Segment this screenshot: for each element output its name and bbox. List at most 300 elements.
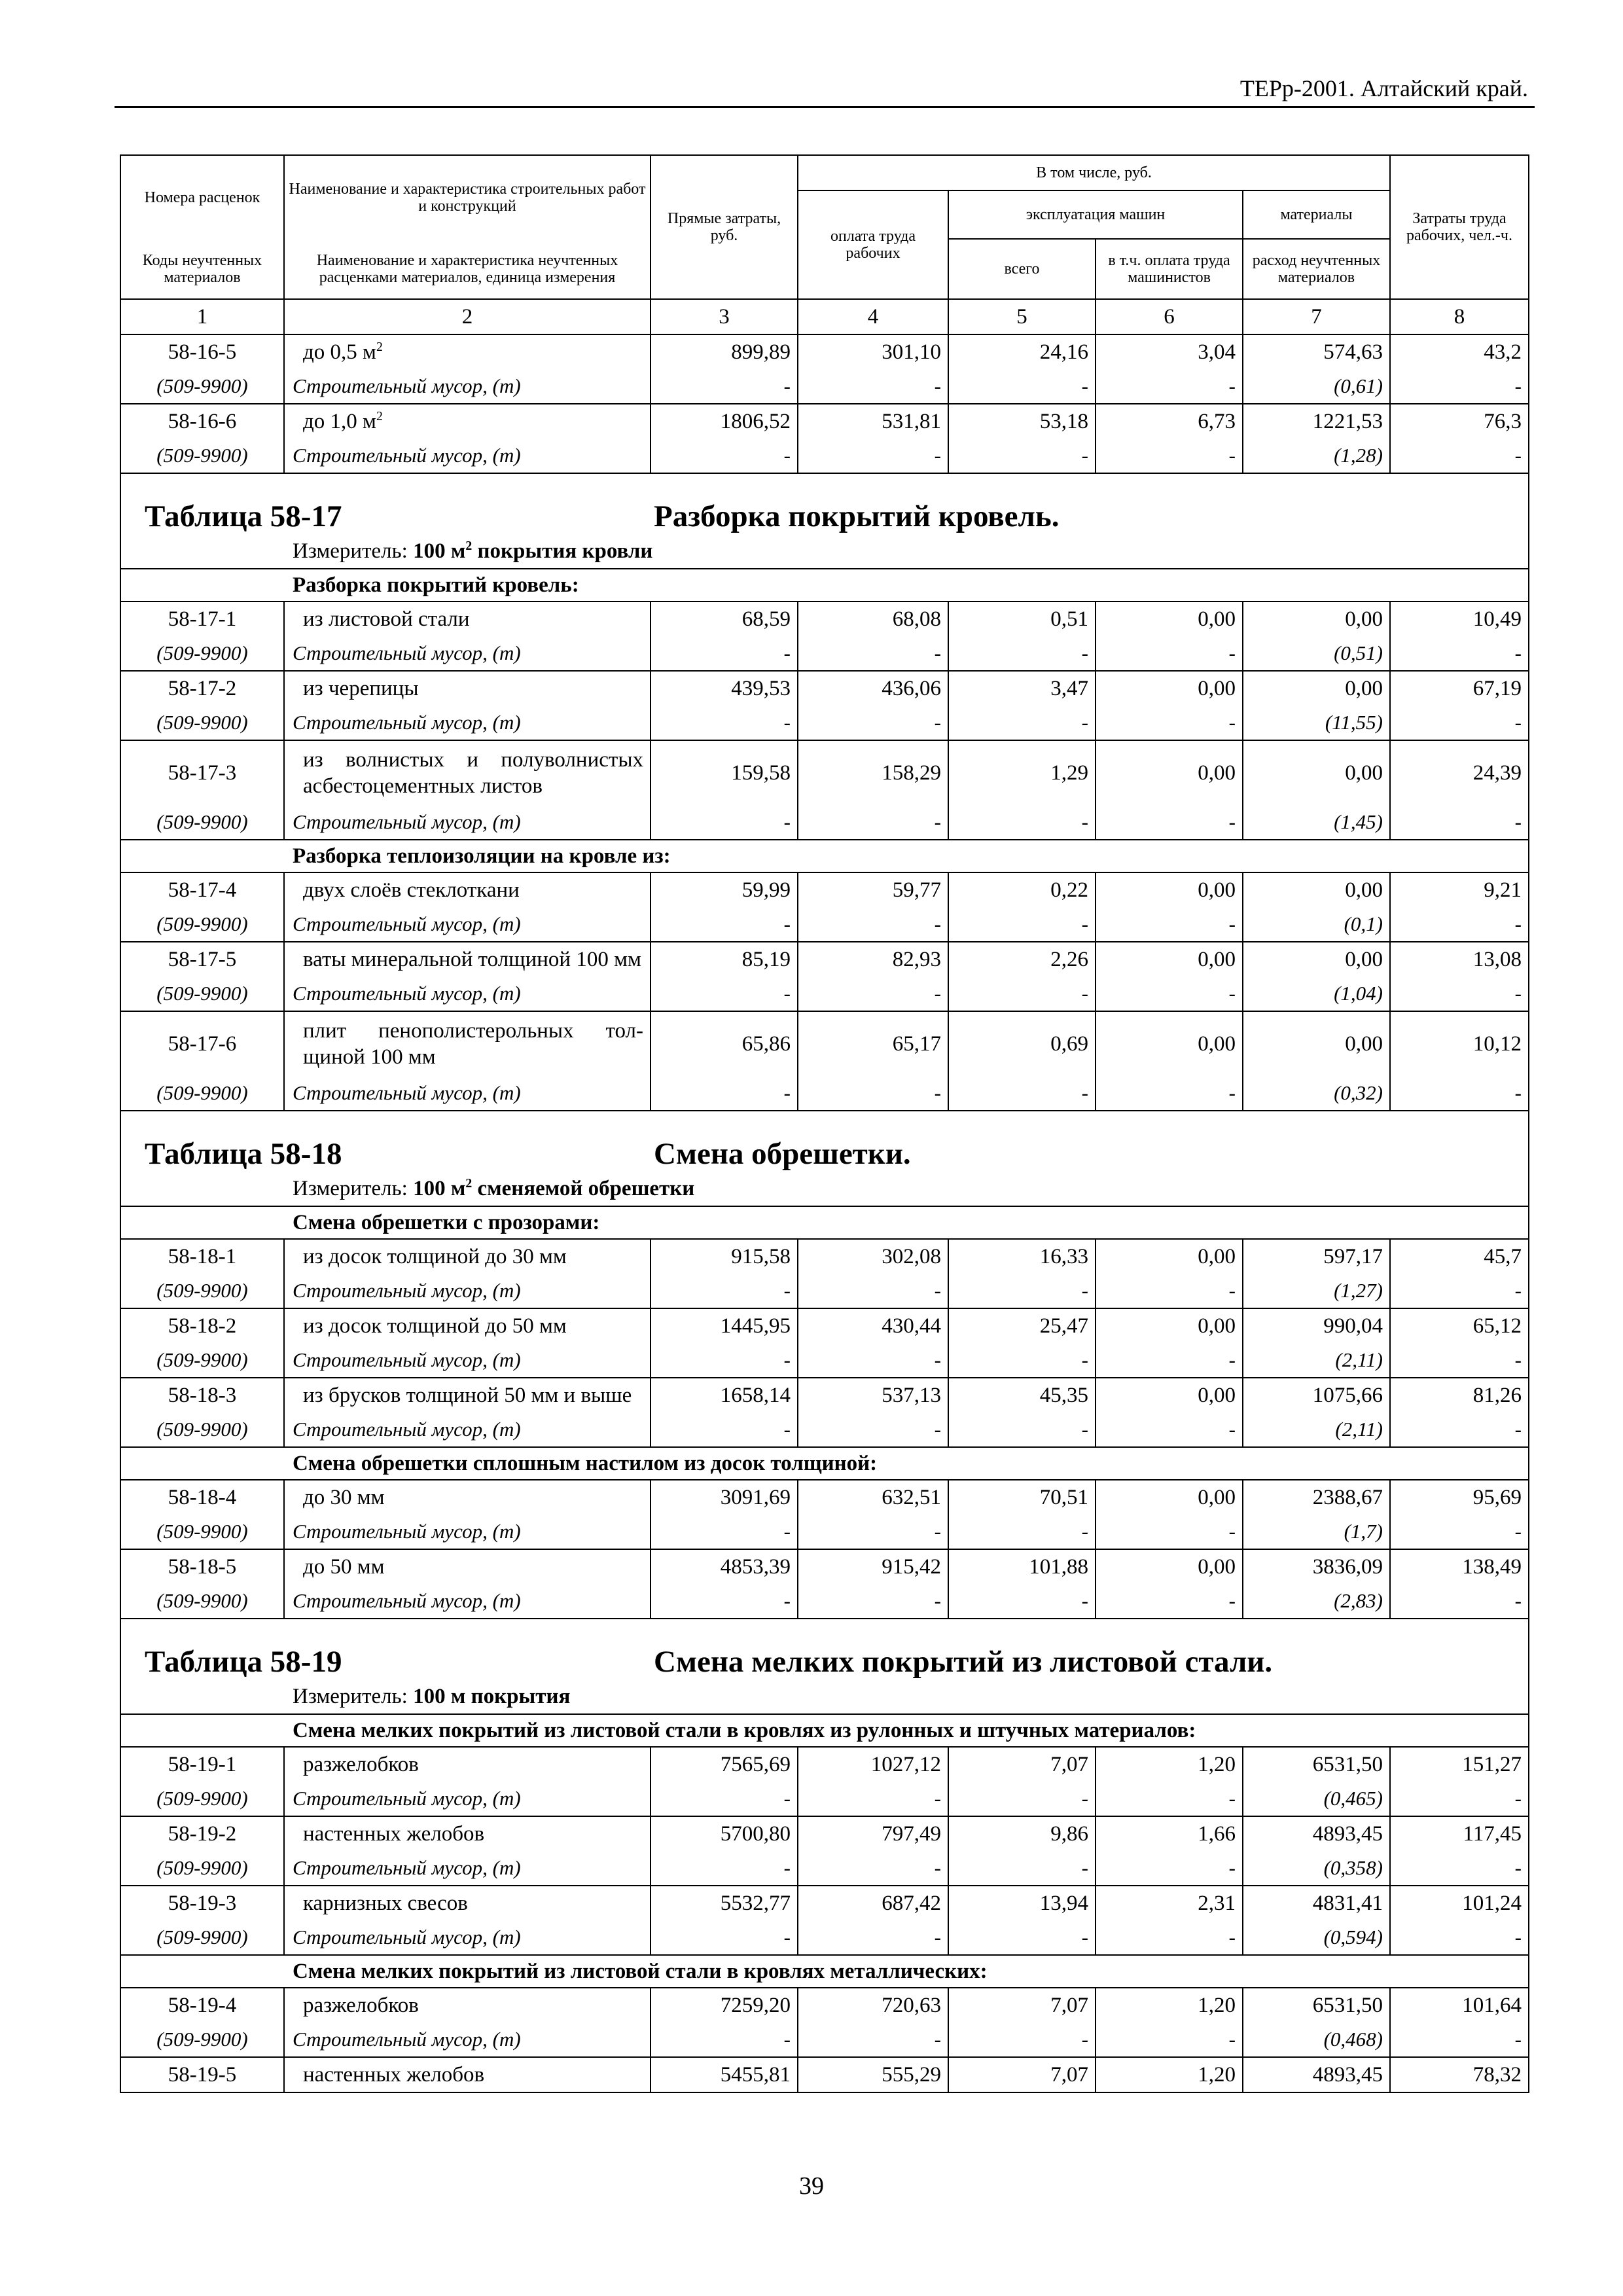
value-cell: 1445,95 <box>651 1308 798 1343</box>
value-cell: 687,42 <box>798 1886 948 1920</box>
value-cell: 81,26 <box>1390 1378 1529 1412</box>
value-cell: 5532,77 <box>651 1886 798 1920</box>
dash-cell: - <box>1390 1782 1529 1816</box>
dash-cell: - <box>1096 1076 1243 1111</box>
material-code: (509-9900) <box>120 1851 284 1886</box>
material-name: Строительный мусор, (т) <box>284 1274 651 1308</box>
table-row <box>120 334 1529 369</box>
work-name <box>284 1816 651 1851</box>
dash-cell: - <box>798 1076 948 1111</box>
table-number: Таблица 58-19 <box>145 1645 342 1679</box>
value-cell: 65,86 <box>651 1011 798 1076</box>
dash-cell: - <box>651 1343 798 1378</box>
work-name <box>284 601 651 636</box>
material-usage: (0,61) <box>1243 369 1390 404</box>
value-cell: 597,17 <box>1243 1239 1390 1274</box>
value-cell: 65,17 <box>798 1011 948 1076</box>
dash-cell: - <box>948 1851 1096 1886</box>
work-name-text: разжелобков <box>303 1993 419 2017</box>
th-work-name: Наименование и характеристика строительных работ и конструкций <box>284 155 651 239</box>
rate-code: 58-16-5 <box>120 334 284 369</box>
value-cell: 797,49 <box>798 1816 948 1851</box>
dash-cell: - <box>1390 1412 1529 1447</box>
dash-cell: - <box>1390 706 1529 740</box>
table-body <box>120 334 1529 2092</box>
dash-cell: - <box>798 1515 948 1549</box>
table-title-cell <box>120 1639 1529 1679</box>
rate-code: 58-18-3 <box>120 1378 284 1412</box>
rate-code: 58-17-2 <box>120 671 284 706</box>
material-code: (509-9900) <box>120 636 284 671</box>
dash-cell: - <box>651 1851 798 1886</box>
dash-cell: - <box>948 1076 1096 1111</box>
measure-exponent: 2 <box>465 539 473 553</box>
dash-cell: - <box>651 1920 798 1955</box>
material-row <box>120 636 1529 671</box>
section-heading: Смена обрешетки сплошным настилом из досок толщиной: <box>120 1447 1529 1480</box>
dash-cell: - <box>1390 1584 1529 1619</box>
value-cell: 25,47 <box>948 1308 1096 1343</box>
value-cell: 4893,45 <box>1243 2057 1390 2092</box>
dash-cell: - <box>948 369 1096 404</box>
material-row <box>120 1412 1529 1447</box>
material-name: Строительный мусор, (т) <box>284 1851 651 1886</box>
column-number: 4 <box>798 299 948 334</box>
work-name <box>284 1549 651 1584</box>
value-cell: 2,26 <box>948 942 1096 977</box>
value-cell: 159,58 <box>651 740 798 805</box>
value-cell: 43,2 <box>1390 334 1529 369</box>
value-cell: 0,51 <box>948 601 1096 636</box>
work-name <box>284 1480 651 1515</box>
section-heading: Смена обрешетки с прозорами: <box>120 1206 1529 1239</box>
running-title: ТЕРр-2001. Алтайский край. <box>1240 75 1528 101</box>
value-cell: 1221,53 <box>1243 404 1390 439</box>
table-row <box>120 1816 1529 1851</box>
table-row <box>120 1480 1529 1515</box>
material-code: (509-9900) <box>120 1343 284 1378</box>
material-name: Строительный мусор, (т) <box>284 2022 651 2057</box>
dash-cell: - <box>1096 1412 1243 1447</box>
material-code: (509-9900) <box>120 1274 284 1308</box>
material-code: (509-9900) <box>120 439 284 473</box>
table-row <box>120 1886 1529 1920</box>
dash-cell: - <box>948 439 1096 473</box>
value-cell: 1658,14 <box>651 1378 798 1412</box>
table-number: Таблица 58-18 <box>145 1137 342 1171</box>
rate-code: 58-17-5 <box>120 942 284 977</box>
table-gap <box>120 1111 1529 1131</box>
value-cell: 117,45 <box>1390 1816 1529 1851</box>
table-title: Смена мелких покрытий из листовой стали. <box>654 1645 1273 1679</box>
value-cell: 0,22 <box>948 872 1096 907</box>
rate-code: 58-18-1 <box>120 1239 284 1274</box>
running-header <box>115 73 1535 108</box>
value-cell: 0,00 <box>1096 1378 1243 1412</box>
dash-cell: - <box>651 1076 798 1111</box>
value-cell: 67,19 <box>1390 671 1529 706</box>
work-name <box>284 942 651 977</box>
value-cell: 9,21 <box>1390 872 1529 907</box>
value-cell: 632,51 <box>798 1480 948 1515</box>
table-gap <box>120 473 1529 493</box>
value-cell: 16,33 <box>948 1239 1096 1274</box>
work-name-text: двух слоёв стеклоткани <box>303 878 520 902</box>
material-usage: (11,55) <box>1243 706 1390 740</box>
work-name-text: из досок толщиной до 30 мм <box>303 1244 567 1268</box>
dash-cell: - <box>1390 1851 1529 1886</box>
dash-cell: - <box>651 907 798 942</box>
material-usage: (1,04) <box>1243 977 1390 1011</box>
value-cell: 3091,69 <box>651 1480 798 1515</box>
value-cell: 1,20 <box>1096 1988 1243 2022</box>
material-code: (509-9900) <box>120 1412 284 1447</box>
material-name: Строительный мусор, (т) <box>284 1343 651 1378</box>
material-row <box>120 1343 1529 1378</box>
value-cell: 531,81 <box>798 404 948 439</box>
table-row <box>120 872 1529 907</box>
dash-cell: - <box>948 907 1096 942</box>
value-cell: 537,13 <box>798 1378 948 1412</box>
dash-cell: - <box>1096 1584 1243 1619</box>
work-name <box>284 671 651 706</box>
dash-cell: - <box>798 706 948 740</box>
material-name: Строительный мусор, (т) <box>284 805 651 840</box>
value-cell: 574,63 <box>1243 334 1390 369</box>
dash-cell: - <box>798 439 948 473</box>
value-cell: 3,04 <box>1096 334 1243 369</box>
work-name <box>284 1011 651 1076</box>
dash-cell: - <box>798 1584 948 1619</box>
material-name: Строительный мусор, (т) <box>284 1584 651 1619</box>
table-title: Разборка покрытий кровель. <box>654 499 1060 533</box>
table-head <box>120 155 1529 334</box>
th-rate-numbers: Номера расценок <box>120 155 284 239</box>
work-name <box>284 872 651 907</box>
value-cell: 24,16 <box>948 334 1096 369</box>
material-name: Строительный мусор, (т) <box>284 706 651 740</box>
dash-cell: - <box>1096 1851 1243 1886</box>
material-row <box>120 1274 1529 1308</box>
material-code: (509-9900) <box>120 977 284 1011</box>
rate-code: 58-18-2 <box>120 1308 284 1343</box>
dash-cell: - <box>1096 1920 1243 1955</box>
work-name-text: ваты минеральной толщиной 100 мм <box>303 947 641 971</box>
th-direct-costs: Прямые затраты, руб. <box>651 155 798 299</box>
table-gap <box>120 1619 1529 1639</box>
material-row <box>120 1584 1529 1619</box>
value-cell: 68,08 <box>798 601 948 636</box>
measure-tail: покрытия кровли <box>472 539 653 563</box>
dash-cell: - <box>948 1343 1096 1378</box>
th-material-names: Наименование и характеристика неучтенных расценками материалов, единица измерения <box>284 239 651 299</box>
work-name <box>284 1239 651 1274</box>
value-cell: 101,64 <box>1390 1988 1529 2022</box>
material-code: (509-9900) <box>120 1584 284 1619</box>
value-cell: 439,53 <box>651 671 798 706</box>
material-row <box>120 1076 1529 1111</box>
work-name <box>284 2057 651 2092</box>
value-cell: 0,00 <box>1096 740 1243 805</box>
value-cell: 4893,45 <box>1243 1816 1390 1851</box>
dash-cell: - <box>1390 977 1529 1011</box>
value-cell: 7259,20 <box>651 1988 798 2022</box>
material-name: Строительный мусор, (т) <box>284 1412 651 1447</box>
value-cell: 95,69 <box>1390 1480 1529 1515</box>
material-code: (509-9900) <box>120 1782 284 1816</box>
rate-code: 58-17-1 <box>120 601 284 636</box>
dash-cell: - <box>798 636 948 671</box>
material-usage: (1,7) <box>1243 1515 1390 1549</box>
dash-cell: - <box>1096 369 1243 404</box>
work-name <box>284 1308 651 1343</box>
material-code: (509-9900) <box>120 369 284 404</box>
value-cell: 0,00 <box>1243 942 1390 977</box>
material-usage: (2,11) <box>1243 1343 1390 1378</box>
dash-cell: - <box>1390 805 1529 840</box>
measure-value: 100 м покрытия <box>413 1684 571 1708</box>
value-cell: 1075,66 <box>1243 1378 1390 1412</box>
value-cell: 990,04 <box>1243 1308 1390 1343</box>
value-cell: 0,00 <box>1243 671 1390 706</box>
value-cell: 7,07 <box>948 2057 1096 2092</box>
value-cell: 9,86 <box>948 1816 1096 1851</box>
material-row <box>120 907 1529 942</box>
material-usage: (0,358) <box>1243 1851 1390 1886</box>
th-worker-pay: оплата труда рабочих <box>798 190 948 299</box>
dash-cell: - <box>1390 1274 1529 1308</box>
value-cell: 2388,67 <box>1243 1480 1390 1515</box>
work-name-text: из волнистых и полуволнистых асбестоцементных листов <box>303 748 643 798</box>
work-name <box>284 1988 651 2022</box>
dash-cell: - <box>948 1515 1096 1549</box>
value-cell: 101,88 <box>948 1549 1096 1584</box>
rate-code: 58-19-3 <box>120 1886 284 1920</box>
dash-cell: - <box>1390 636 1529 671</box>
measure-tail: сменяемой обрешетки <box>472 1177 695 1200</box>
value-cell: 13,94 <box>948 1886 1096 1920</box>
dash-cell: - <box>798 1274 948 1308</box>
dash-cell: - <box>948 1412 1096 1447</box>
material-name: Строительный мусор, (т) <box>284 977 651 1011</box>
value-cell: 53,18 <box>948 404 1096 439</box>
work-name-text: из черепицы <box>303 676 419 700</box>
material-usage: (2,11) <box>1243 1412 1390 1447</box>
rate-code: 58-19-1 <box>120 1747 284 1782</box>
work-name <box>284 740 651 805</box>
rate-code: 58-18-4 <box>120 1480 284 1515</box>
measure-label: Измеритель: <box>293 1684 408 1708</box>
value-cell: 7565,69 <box>651 1747 798 1782</box>
th-machines-total: всего <box>948 239 1096 299</box>
material-name: Строительный мусор, (т) <box>284 439 651 473</box>
value-cell: 3,47 <box>948 671 1096 706</box>
measure-value: 100 м <box>413 1177 466 1200</box>
value-cell: 138,49 <box>1390 1549 1529 1584</box>
material-row <box>120 805 1529 840</box>
dash-cell: - <box>651 636 798 671</box>
work-name-text: карнизных свесов <box>303 1891 468 1915</box>
material-code: (509-9900) <box>120 1076 284 1111</box>
value-cell: 82,93 <box>798 942 948 977</box>
material-row <box>120 439 1529 473</box>
section-heading: Разборка покрытий кровель: <box>120 569 1529 601</box>
dash-cell: - <box>651 2022 798 2057</box>
dash-cell: - <box>651 1782 798 1816</box>
value-cell: 13,08 <box>1390 942 1529 977</box>
dash-cell: - <box>948 1782 1096 1816</box>
dash-cell: - <box>798 1782 948 1816</box>
work-name <box>284 1747 651 1782</box>
material-name: Строительный мусор, (т) <box>284 369 651 404</box>
value-cell: 5455,81 <box>651 2057 798 2092</box>
value-cell: 78,32 <box>1390 2057 1529 2092</box>
table-row <box>120 404 1529 439</box>
dash-cell: - <box>651 369 798 404</box>
value-cell: 45,35 <box>948 1378 1096 1412</box>
value-cell: 1,66 <box>1096 1816 1243 1851</box>
table-number: Таблица 58-17 <box>145 499 342 533</box>
dash-cell: - <box>1390 369 1529 404</box>
work-name-text: плит пенополистерольных тол-щиной 100 мм <box>303 1019 643 1069</box>
measure-exponent: 2 <box>465 1176 473 1191</box>
dash-cell: - <box>1096 805 1243 840</box>
rate-code: 58-19-5 <box>120 2057 284 2092</box>
dash-cell: - <box>798 1851 948 1886</box>
value-cell: 5700,80 <box>651 1816 798 1851</box>
work-name-text: из досок толщиной до 50 мм <box>303 1314 567 1338</box>
value-cell: 0,00 <box>1243 872 1390 907</box>
value-cell: 430,44 <box>798 1308 948 1343</box>
column-number: 3 <box>651 299 798 334</box>
dash-cell: - <box>948 1584 1096 1619</box>
material-usage: (1,27) <box>1243 1274 1390 1308</box>
table-row <box>120 671 1529 706</box>
material-row <box>120 369 1529 404</box>
column-number: 7 <box>1243 299 1390 334</box>
dash-cell: - <box>948 977 1096 1011</box>
material-code: (509-9900) <box>120 1920 284 1955</box>
value-cell: 68,59 <box>651 601 798 636</box>
value-cell: 1027,12 <box>798 1747 948 1782</box>
value-cell: 7,07 <box>948 1747 1096 1782</box>
value-cell: 10,49 <box>1390 601 1529 636</box>
rate-code: 58-17-4 <box>120 872 284 907</box>
dash-cell: - <box>1390 907 1529 942</box>
value-cell: 301,10 <box>798 334 948 369</box>
value-cell: 45,7 <box>1390 1239 1529 1274</box>
value-cell: 0,00 <box>1096 942 1243 977</box>
th-material-codes: Коды неучтенных материалов <box>120 239 284 299</box>
rate-code: 58-17-6 <box>120 1011 284 1076</box>
work-name-text: до 0,5 м <box>303 340 376 364</box>
value-cell: 6531,50 <box>1243 1747 1390 1782</box>
material-row <box>120 1515 1529 1549</box>
dash-cell: - <box>651 439 798 473</box>
table-row <box>120 942 1529 977</box>
dash-cell: - <box>1390 2022 1529 2057</box>
material-row <box>120 1851 1529 1886</box>
th-operator-pay: в т.ч. оплата труда машинистов <box>1096 239 1243 299</box>
value-cell: 6531,50 <box>1243 1988 1390 2022</box>
rate-code: 58-19-2 <box>120 1816 284 1851</box>
rate-code: 58-19-4 <box>120 1988 284 2022</box>
dash-cell: - <box>651 1515 798 1549</box>
dash-cell: - <box>948 1274 1096 1308</box>
th-labor-costs: Затраты труда рабочих, чел.-ч. <box>1390 155 1529 299</box>
dash-cell: - <box>1096 2022 1243 2057</box>
value-cell: 0,00 <box>1096 671 1243 706</box>
value-cell: 59,77 <box>798 872 948 907</box>
work-name-text: до 30 мм <box>303 1485 385 1509</box>
table-row <box>120 1747 1529 1782</box>
measure-cell <box>120 1679 1529 1714</box>
material-usage: (0,32) <box>1243 1076 1390 1111</box>
work-name <box>284 334 651 369</box>
value-cell: 302,08 <box>798 1239 948 1274</box>
dash-cell: - <box>1096 636 1243 671</box>
value-cell: 10,12 <box>1390 1011 1529 1076</box>
dash-cell: - <box>651 1584 798 1619</box>
dash-cell: - <box>948 2022 1096 2057</box>
measure-label: Измеритель: <box>293 539 408 563</box>
work-name-text: из брусков толщиной 50 мм и выше <box>303 1383 632 1407</box>
dash-cell: - <box>1390 1076 1529 1111</box>
material-code: (509-9900) <box>120 907 284 942</box>
table-row <box>120 1308 1529 1343</box>
rate-code: 58-16-6 <box>120 404 284 439</box>
value-cell: 7,07 <box>948 1988 1096 2022</box>
dash-cell: - <box>1390 1343 1529 1378</box>
dash-cell: - <box>798 1412 948 1447</box>
work-name-text: до 1,0 м <box>303 410 376 433</box>
value-cell: 0,00 <box>1096 872 1243 907</box>
th-including: В том числе, руб. <box>798 155 1390 190</box>
work-name <box>284 1886 651 1920</box>
material-name: Строительный мусор, (т) <box>284 907 651 942</box>
value-cell: 0,00 <box>1096 601 1243 636</box>
dash-cell: - <box>798 805 948 840</box>
material-code: (509-9900) <box>120 2022 284 2057</box>
price-table <box>120 154 1529 2093</box>
material-usage: (0,51) <box>1243 636 1390 671</box>
value-cell: 1806,52 <box>651 404 798 439</box>
dash-cell: - <box>1096 706 1243 740</box>
value-cell: 4831,41 <box>1243 1886 1390 1920</box>
work-name <box>284 1378 651 1412</box>
material-row <box>120 2022 1529 2057</box>
measure-cell <box>120 534 1529 569</box>
dash-cell: - <box>1096 439 1243 473</box>
dash-cell: - <box>798 369 948 404</box>
value-cell: 59,99 <box>651 872 798 907</box>
unit-exponent: 2 <box>376 409 383 423</box>
th-materials: материалы <box>1243 190 1390 239</box>
value-cell: 555,29 <box>798 2057 948 2092</box>
table-row <box>120 601 1529 636</box>
material-row <box>120 1782 1529 1816</box>
dash-cell: - <box>798 907 948 942</box>
work-name-text: настенных желобов <box>303 1821 485 1846</box>
material-name: Строительный мусор, (т) <box>284 636 651 671</box>
value-cell: 70,51 <box>948 1480 1096 1515</box>
dash-cell: - <box>798 2022 948 2057</box>
material-usage: (0,468) <box>1243 2022 1390 2057</box>
dash-cell: - <box>798 977 948 1011</box>
dash-cell: - <box>1096 1782 1243 1816</box>
dash-cell: - <box>948 805 1096 840</box>
value-cell: 915,58 <box>651 1239 798 1274</box>
